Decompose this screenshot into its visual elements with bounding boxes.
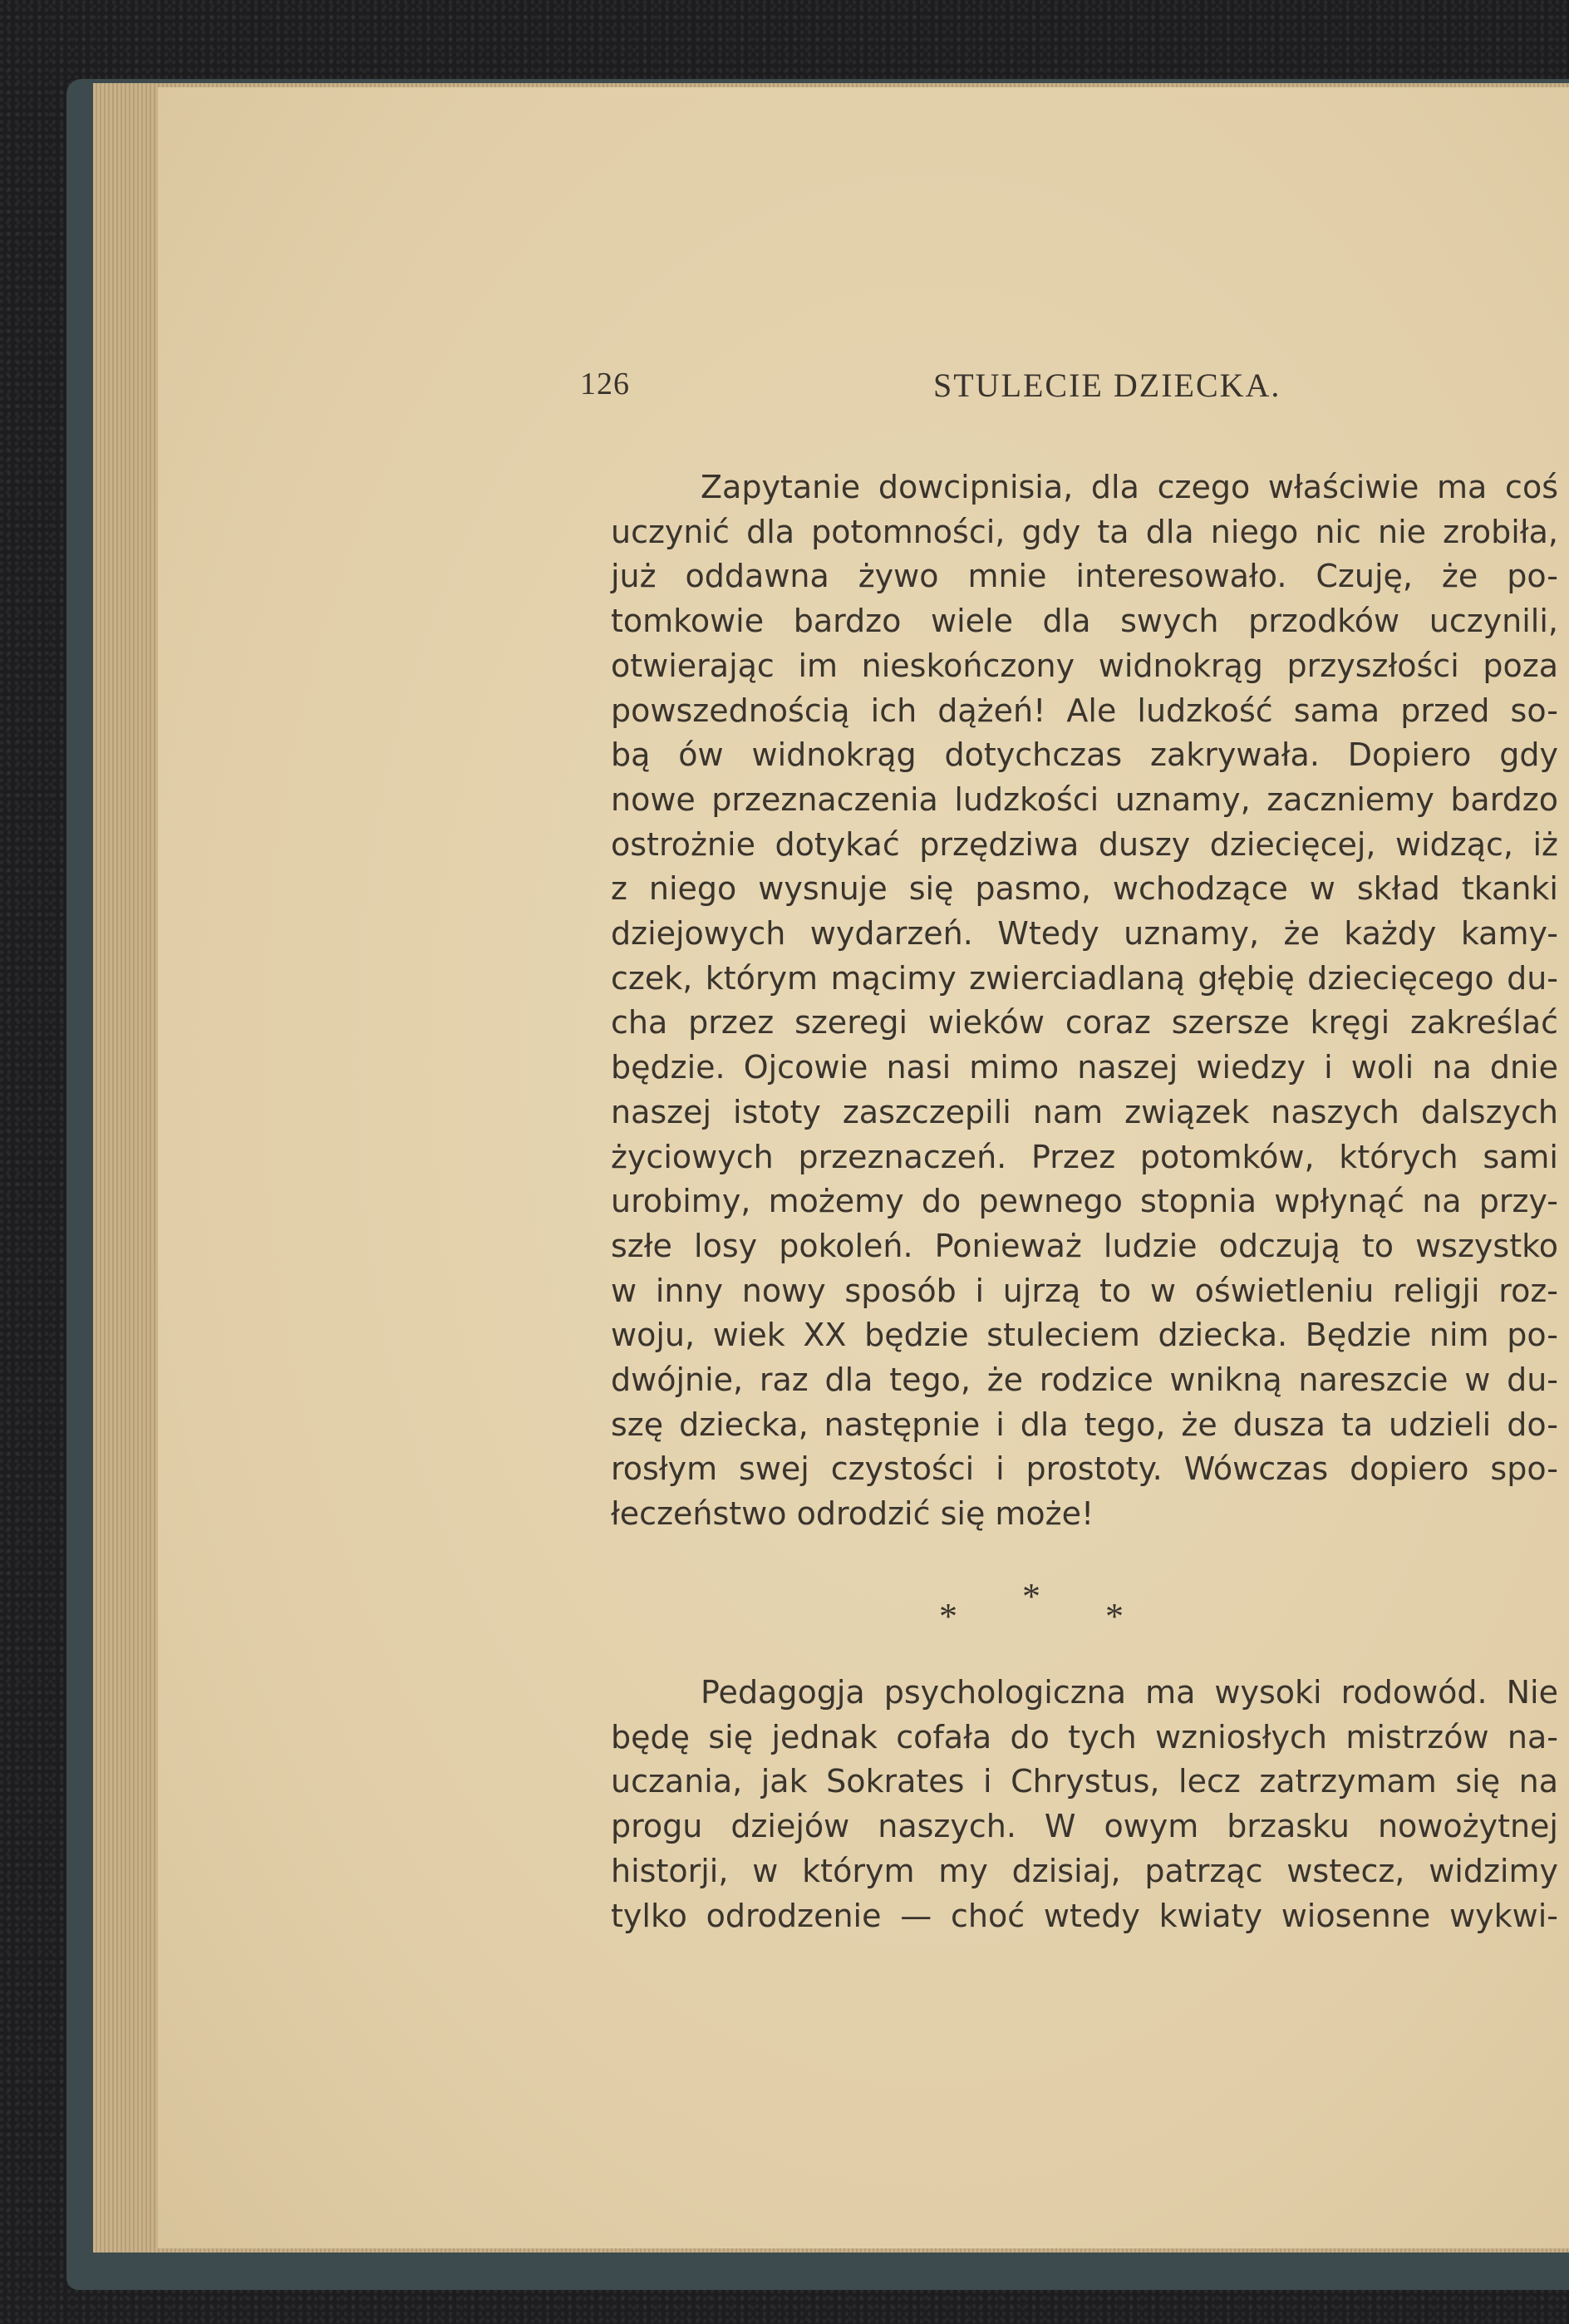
paragraph-2 — [611, 1671, 1558, 1938]
text-line: historji, w którym my dzisiaj, patrząc wstecz, widzimy — [611, 1852, 1558, 1889]
text-line: uczynić dla potomności, gdy ta dla niego nic nie zrobiła, — [611, 513, 1558, 550]
text-line: woju, wiek XX będzie stuleciem dziecka. Będzie nim po- — [611, 1317, 1558, 1354]
text-line: łeczeństwo odrodzić się może! — [611, 1495, 1094, 1533]
running-title: STULECIE DZIECKA. — [933, 367, 1281, 404]
book-page — [158, 87, 1569, 2248]
text-line: Pedagogja psychologiczna ma wysoki rodowód. Nie — [701, 1674, 1558, 1711]
text-line: w inny nowy sposób i ujrzą to w oświetleniu religji roz- — [611, 1272, 1558, 1309]
text-line: z niego wysnuje się pasmo, wchodzące w skład tkanki — [611, 870, 1558, 908]
asterism-star: * — [939, 1596, 957, 1637]
section-asterism — [939, 1575, 1155, 1650]
text-line: uczania, jak Sokrates i Chrystus, lecz zatrzymam się na — [611, 1763, 1558, 1800]
text-line: czek, którym mącimy zwierciadlaną głębię dziecięcego du- — [611, 959, 1558, 997]
text-line: cha przez szeregi wieków coraz szersze kręgi zakreślać — [611, 1004, 1558, 1041]
text-line: tylko odrodzenie — choć wtedy kwiaty wiosenne wykwi- — [611, 1897, 1558, 1934]
text-line: rosłym swej czystości i prostoty. Wówczas dopiero spo- — [611, 1450, 1558, 1488]
asterism-star: * — [1022, 1576, 1040, 1617]
text-line: bą ów widnokrąg dotychczas zakrywała. Dopiero gdy — [611, 736, 1558, 774]
text-line: będzie. Ojcowie nasi mimo naszej wiedzy i woli na dnie — [611, 1049, 1558, 1086]
text-line: szę dziecka, następnie i dla tego, że dusza ta udzieli do- — [611, 1406, 1558, 1443]
text-line: szłe losy pokoleń. Ponieważ ludzie odczują to wszystko — [611, 1227, 1558, 1264]
running-header — [455, 366, 1561, 424]
text-line: już oddawna żywo mnie interesowało. Czuję, że po- — [611, 558, 1558, 595]
paragraph-1 — [611, 465, 1558, 1537]
text-line: powszednością ich dążeń! Ale ludzkość sama przed so- — [611, 692, 1558, 729]
text-line: otwierając im nieskończony widnokrąg przyszłości poza — [611, 647, 1558, 684]
text-line: progu dziejów naszych. W owym brzasku nowożytnej — [611, 1808, 1558, 1845]
text-line: nowe przeznaczenia ludzkości uznamy, zaczniemy bardzo — [611, 780, 1558, 818]
text-line: dwójnie, raz dla tego, że rodzice wnikną nareszcie w du- — [611, 1361, 1558, 1399]
text-line: ostrożnie dotykać przędziwa duszy dziecięcej, widząc, iż — [611, 825, 1558, 863]
text-line: urobimy, możemy do pewnego stopnia wpłynąć na przy- — [611, 1183, 1558, 1220]
page-number: 126 — [580, 367, 630, 401]
text-line: dziejowych wydarzeń. Wtedy uznamy, że każdy kamy- — [611, 915, 1558, 953]
text-line: naszej istoty zaszczepili nam związek naszych dalszych — [611, 1093, 1558, 1130]
text-line: Zapytanie dowcipnisia, dla czego właściwie ma coś — [701, 469, 1558, 505]
asterism-star: * — [1105, 1596, 1124, 1637]
text-line: życiowych przeznaczeń. Przez potomków, których sami — [611, 1138, 1558, 1175]
text-line: tomkowie bardzo wiele dla swych przodków uczynili, — [611, 603, 1558, 640]
text-line: będę się jednak cofała do tych wzniosłych mistrzów na- — [611, 1718, 1558, 1755]
